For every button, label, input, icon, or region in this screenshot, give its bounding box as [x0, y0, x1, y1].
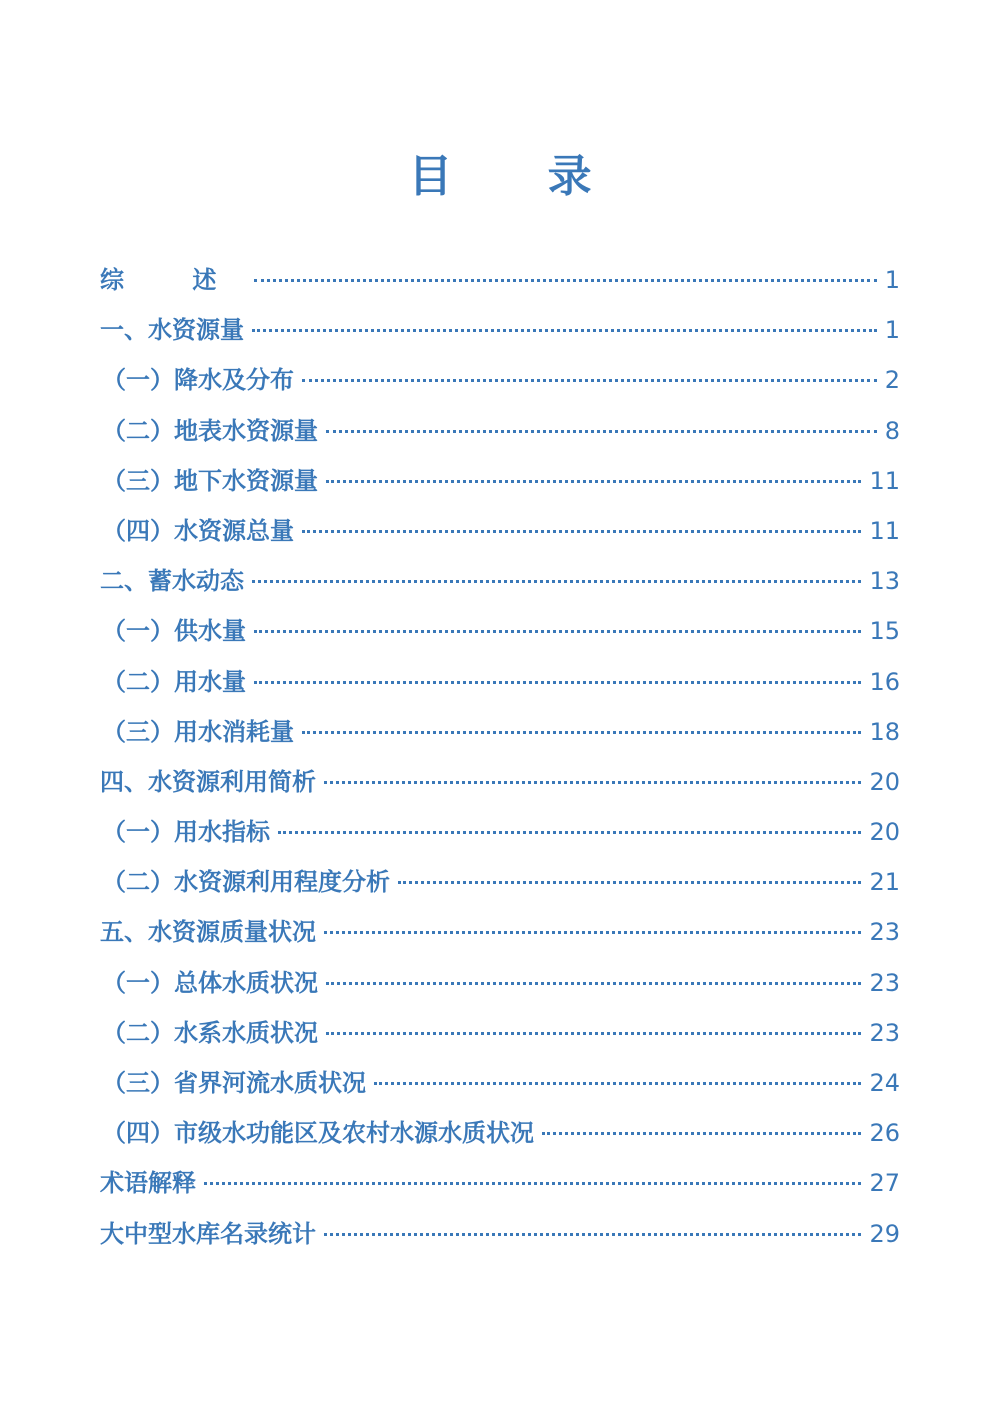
toc-entry-label: （二）水资源利用程度分析 [102, 868, 390, 897]
toc-entry-page: 8 [884, 416, 900, 445]
table-of-contents [100, 260, 900, 1264]
dot-leader [254, 681, 861, 684]
toc-entry-page: 26 [869, 1119, 900, 1148]
dot-leader [254, 279, 876, 282]
toc-entry-page: 1 [884, 316, 900, 345]
toc-entry-page: 23 [869, 918, 900, 947]
dot-leader [252, 580, 861, 583]
toc-entry-label: （一）供水量 [102, 617, 246, 646]
toc-entry-page: 27 [869, 1169, 900, 1198]
toc-entry-page: 20 [869, 818, 900, 847]
toc-entry-label: 一、水资源量 [100, 316, 244, 345]
toc-entry-page: 11 [869, 466, 900, 495]
dot-leader [302, 530, 861, 533]
toc-entry-page: 15 [869, 617, 900, 646]
toc-entry-label: （二）用水量 [102, 667, 246, 696]
toc-entry-label: 四、水资源利用简析 [100, 767, 316, 796]
dot-leader [326, 982, 861, 985]
toc-entry-label: （三）地下水资源量 [102, 466, 318, 495]
toc-entry-label: （四）水资源总量 [102, 516, 294, 545]
toc-entry-section-1[interactable] [100, 310, 900, 360]
toc-entry-section-2[interactable] [100, 561, 900, 611]
toc-entry-reservoir-list[interactable] [100, 1214, 900, 1264]
toc-entry-label: 综 述 [100, 266, 247, 294]
toc-entry-label: （三）省界河流水质状况 [102, 1069, 366, 1097]
toc-entry-page: 11 [869, 516, 900, 545]
toc-entry-page: 29 [869, 1219, 900, 1248]
toc-entry-page: 13 [869, 567, 900, 596]
dot-leader [324, 781, 861, 784]
toc-entry-label: （一）降水及分布 [102, 366, 294, 395]
dot-leader [398, 881, 861, 884]
toc-entry-section-5[interactable] [100, 912, 900, 962]
toc-entry-section-5-3[interactable] [100, 1063, 900, 1113]
dot-leader [254, 630, 861, 633]
toc-entry-label: （二）地表水资源量 [102, 416, 318, 445]
toc-entry-label: （四）市级水功能区及农村水源水质状况 [102, 1119, 534, 1148]
toc-entry-section-4-2[interactable] [100, 862, 900, 912]
toc-entry-section-4[interactable] [100, 762, 900, 812]
toc-entry-page: 16 [869, 667, 900, 696]
page-title: 目 录 [408, 151, 632, 202]
toc-entry-page: 24 [869, 1069, 900, 1097]
toc-entry-label: （一）总体水质状况 [102, 968, 318, 997]
toc-entry-label: （二）水系水质状况 [102, 1018, 318, 1047]
toc-entry-page: 23 [869, 968, 900, 997]
toc-entry-overview[interactable] [100, 260, 900, 310]
toc-entry-section-2-1[interactable] [100, 611, 900, 661]
dot-leader [374, 1082, 861, 1085]
toc-entry-label: 五、水资源质量状况 [100, 918, 316, 947]
toc-entry-glossary[interactable] [100, 1163, 900, 1213]
dot-leader [204, 1182, 861, 1185]
toc-entry-section-1-2[interactable] [100, 411, 900, 461]
toc-entry-section-2-3[interactable] [100, 712, 900, 762]
toc-entry-section-2-2[interactable] [100, 662, 900, 712]
toc-entry-page: 1 [884, 266, 900, 294]
toc-entry-section-5-4[interactable] [100, 1113, 900, 1163]
toc-entry-section-1-3[interactable] [100, 461, 900, 511]
dot-leader [326, 480, 861, 483]
toc-entry-section-5-1[interactable] [100, 963, 900, 1013]
toc-entry-label: 二、蓄水动态 [100, 567, 244, 596]
toc-entry-page: 2 [884, 366, 900, 395]
toc-entry-page: 23 [869, 1018, 900, 1047]
toc-entry-label: （一）用水指标 [102, 818, 270, 847]
toc-entry-section-4-1[interactable] [100, 812, 900, 862]
toc-entry-page: 21 [869, 868, 900, 897]
toc-entry-page: 18 [869, 717, 900, 746]
dot-leader [302, 379, 877, 382]
toc-entry-section-1-4[interactable] [100, 511, 900, 561]
toc-entry-page: 20 [869, 767, 900, 796]
dot-leader [278, 831, 861, 834]
dot-leader [326, 430, 877, 433]
dot-leader [324, 931, 861, 934]
dot-leader [252, 329, 877, 332]
dot-leader [542, 1132, 861, 1135]
dot-leader [326, 1032, 861, 1035]
dot-leader [302, 731, 861, 734]
toc-entry-section-5-2[interactable] [100, 1013, 900, 1063]
toc-entry-label: （三）用水消耗量 [102, 717, 294, 746]
toc-entry-label: 大中型水库名录统计 [100, 1219, 316, 1248]
toc-entry-label: 术语解释 [100, 1169, 196, 1198]
toc-entry-section-1-1[interactable] [100, 360, 900, 410]
dot-leader [324, 1233, 861, 1236]
